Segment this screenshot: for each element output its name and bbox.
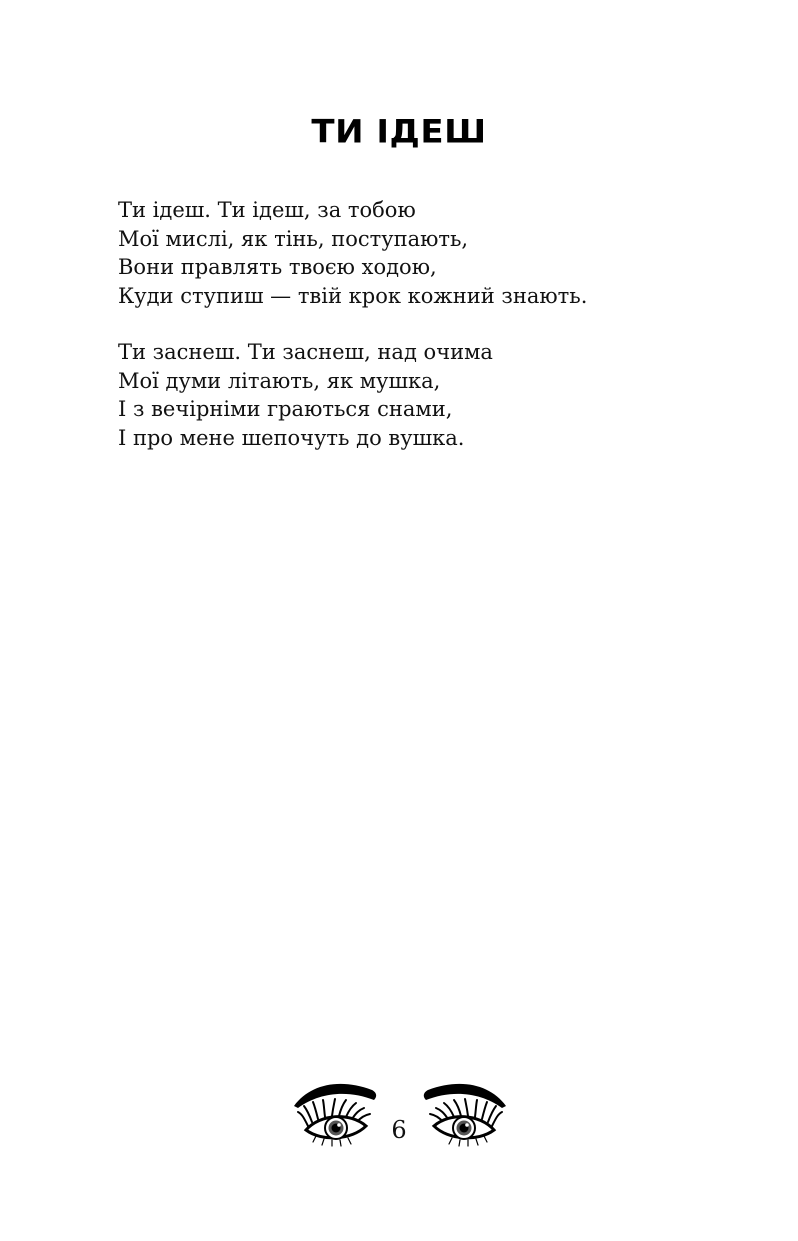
poem-line: Ти ідеш. Ти ідеш, за тобою: [118, 198, 416, 222]
poem-line: Куди ступиш — твій крок кожний знають.: [118, 283, 588, 308]
poem-line: Мої думи літають, як мушка,: [118, 368, 441, 393]
poem-line: І з вечірніми граються снами,: [118, 397, 453, 421]
stanza-1: [118, 196, 738, 310]
poem-line: Мої мислі, як тінь, поступають,: [118, 226, 469, 251]
poem-line: Вони правлять твоєю ходою,: [118, 255, 437, 279]
poem-line: І про мене шепочуть до вушка.: [118, 425, 465, 450]
poem-title: ТИ ІДЕШ: [311, 113, 487, 151]
left-eye-icon: [290, 1070, 386, 1150]
footer-decoration: [0, 1070, 798, 1160]
poem-line: Ти заснеш. Ти заснеш, над очима: [118, 340, 493, 364]
right-eye-icon: [414, 1070, 510, 1150]
stanza-2: [118, 338, 738, 452]
poem-body: [118, 196, 738, 480]
page-number: 6: [391, 1116, 407, 1144]
